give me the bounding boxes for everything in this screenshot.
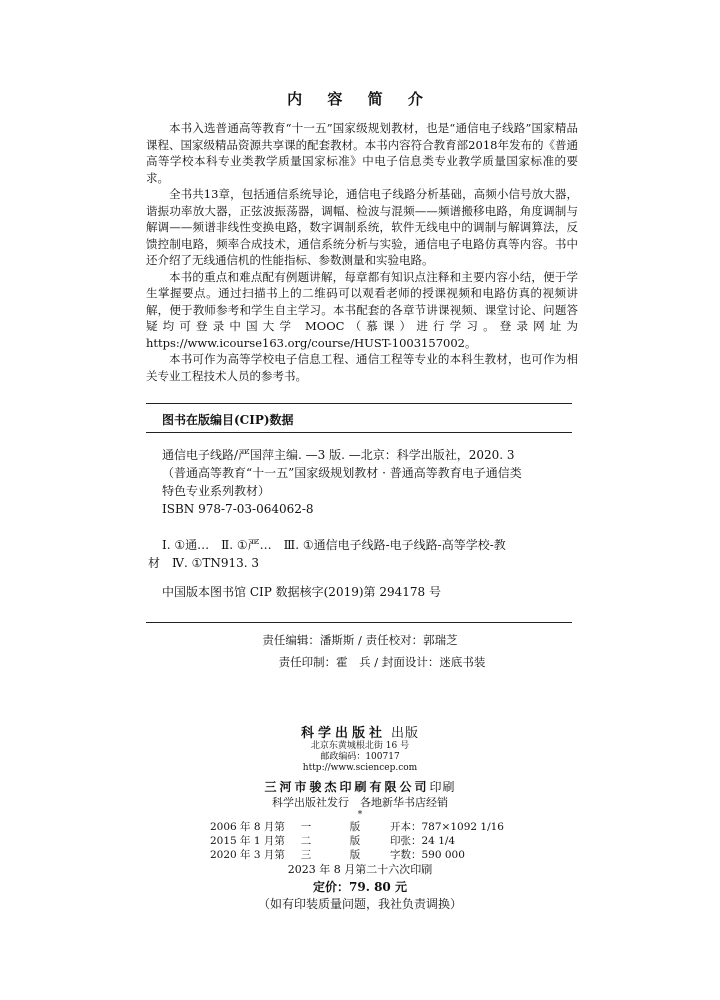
cip-classification: Ⅰ. ①通… Ⅱ. ①严… Ⅲ. ①通信电子线路-电子线路-高等学校-教 <box>162 538 506 552</box>
price: 定价：79. 80 元 <box>313 880 407 894</box>
edition-number: 三 <box>300 849 312 861</box>
edition-row <box>210 820 510 834</box>
edition-number: 一 <box>300 821 312 833</box>
publisher-address: 北京东黄城根北街 16 号 <box>310 741 410 751</box>
cip-classification-cont: 材 Ⅳ. ①TN913. 3 <box>148 556 260 570</box>
publisher-postcode: 邮政编码：100717 <box>320 752 400 762</box>
cip-title-line: 通信电子线路/严国萍主编. —3 版. —北京：科学出版社，2020. 3 <box>162 448 515 462</box>
cip-record <box>148 446 572 601</box>
printer-name: 三河市骏杰印刷有限公司 <box>264 780 430 794</box>
cip-isbn: ISBN 978-7-03-064062-8 <box>162 502 314 516</box>
edition-date: 2015 年 1 月第 <box>210 835 285 847</box>
edition-type: 版 <box>349 835 361 847</box>
summary-title: 内 容 简 介 <box>287 90 433 108</box>
edition-date: 2020 年 3 月第 <box>210 849 285 861</box>
summary-paragraph: 全书共13章，包括通信系统导论，通信电子线路分析基础，高频小信号放大器，谐振功率放大器，正弦波振荡器，调幅、检波与混频——频谱搬移电路，角度调制与解调——频谱非线性变换电路，数字调制系统，软件无线电中的调制与解调算法，反馈控制电路，频率合成技术，通信系统分析与实验，通信电子电路仿真等内容。书中还介绍了无线通信机的性能指标、参数测量和实验电路。 <box>146 187 578 267</box>
edition-row <box>210 848 510 862</box>
edition-spec: 印张：24 1/4 <box>390 835 456 847</box>
distribution-line: 科学出版社发行 各地新华书店经销 <box>272 796 448 809</box>
edition-number: 二 <box>300 835 312 847</box>
cip-top-rule <box>146 403 572 404</box>
printer-suffix: 印刷 <box>429 780 456 794</box>
publisher-website: http://www.sciencep.com <box>302 763 418 773</box>
edition-type: 版 <box>349 849 361 861</box>
cip-series-line: （普通高等教育“十一五”国家级规划教材 · 普通高等教育电子通信类 <box>162 466 522 480</box>
edition-date: 2006 年 8 月第 <box>210 821 285 833</box>
publisher-name: 科学出版社 <box>300 726 386 741</box>
edition-row <box>210 834 510 848</box>
edition-spec: 开本：787×1092 1/16 <box>390 821 504 833</box>
publisher-suffix: 出版 <box>391 726 420 741</box>
cip-data-number: 中国版本图书馆 CIP 数据核字(2019)第 294178 号 <box>162 585 441 599</box>
summary-paragraph: 本书的重点和难点配有例题讲解，每章都有知识点注释和主要内容小结，便于学生掌握要点。通过扫描书上的二维码可以观看老师的授课视频和电路仿真的视频讲解，便于教师参考和学生自主学习。本书配套的各章节讲课视频、课堂讨论、问题答疑均可登录中国大学 MOOC（慕课）进行学习。登录网址为 https://www.icourse163.org/course/HUST-1003157002。 <box>146 269 578 350</box>
printing-line: 2023 年 8 月第二十六次印刷 <box>287 863 433 876</box>
summary-paragraph: 本书入选普通高等教育“十一五”国家级规划教材，也是“通信电子线路”国家精品课程、国家级精品资源共享课的配套教材。本书内容符合教育部2018年发布的《普通高等学校本科专业类教学质量国家标准》中电子信息类专业教学质量国家标准的要求。 <box>146 121 578 185</box>
edition-spec: 字数：590 000 <box>390 849 465 861</box>
edition-type: 版 <box>349 821 361 833</box>
cip-heading-rule <box>146 432 572 433</box>
summary-paragraph: 本书可作为高等学校电子信息工程、通信工程等专业的本科生教材，也可作为相关专业工程技术人员的参考书。 <box>146 352 578 383</box>
edition-table <box>210 820 510 862</box>
credits-production: 责任印制：霍 兵 / 封面设计：迷底书装 <box>278 655 486 669</box>
summary-body <box>146 120 578 384</box>
credits-editors: 责任编辑：潘斯斯 / 责任校对：郭瑞芝 <box>262 633 458 647</box>
cip-series-line-cont: 特色专业系列教材） <box>162 484 271 498</box>
quality-note: （如有印装质量问题，我社负责调换） <box>257 897 462 911</box>
publication-info <box>0 722 720 912</box>
cip-heading: 图书在版编目(CIP)数据 <box>162 413 294 427</box>
cip-bottom-rule <box>146 622 572 623</box>
separator-star: * <box>357 810 363 820</box>
